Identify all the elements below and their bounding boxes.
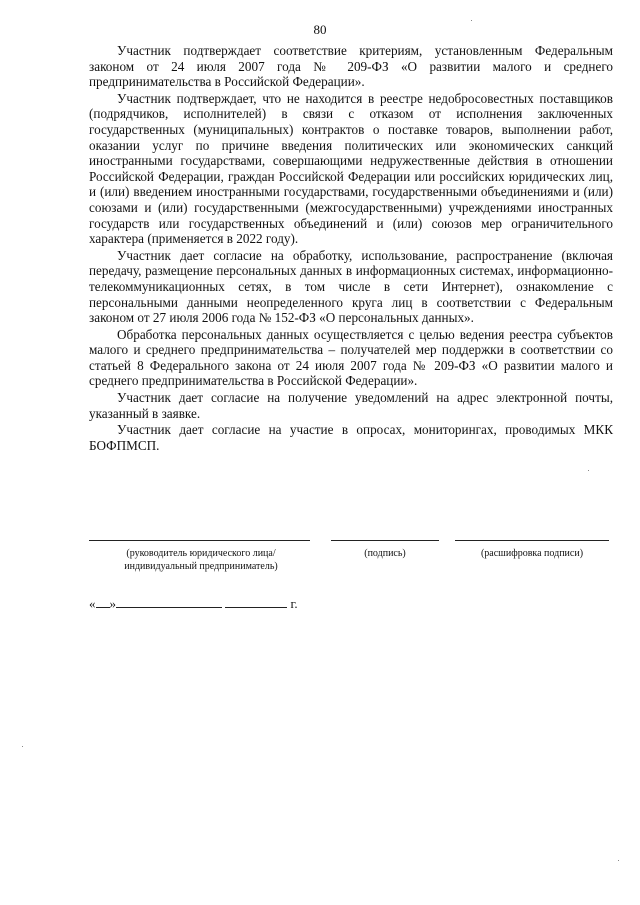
paragraph-personal-data-consent: Участник дает согласие на обработку, использование, распространение (включая передачу, размещение персональных данных в информационных системах, информационно-телекоммуникационных сетях, в том числе в сети Интернет), ознакомление с персональными данными неопределенного круга лиц в соответствии с Федеральным законом от 27 июля 2006 года № 152-ФЗ «О персональных данных». [89, 247, 613, 326]
scan-speck [22, 746, 23, 747]
role-signature-line [89, 540, 310, 541]
document-body [89, 43, 613, 454]
date-month-blank [116, 596, 222, 608]
date-year-blank [225, 596, 287, 608]
paragraph-registry-confirmation: Участник подтверждает, что не находится в реестре недобросовестных поставщиков (подрядчиков, исполнителей) в связи с отказом от исполнения заключенных государственных (муниципальных) контрактов о поставке товаров, выполнении работ, оказании услуг по причине введения политических или экономических санкций иностранными государствами, совершающими недружественные действия в отношении Российской Федерации, граждан Российской Федерации или российских юридических лиц, и (или) введением иностранными государствами, государственными объединениями и (или) союзами и (или) государственными (межгосударственными) учреждениями иностранных государств или государственных объединений и (или) союзов мер ограничительного характера (применяется в 2022 году). [89, 90, 613, 247]
signature-line [331, 540, 439, 541]
transcript-caption: (расшифровка подписи) [480, 548, 584, 559]
scan-speck [618, 860, 619, 861]
scan-speck [588, 470, 589, 471]
page-number: 80 [313, 22, 327, 37]
scan-speck [471, 20, 472, 21]
paragraph-data-processing-purpose: Обработка персональных данных осуществляется с целью ведения реестра субъектов малого и среднего предпринимательства – получателей мер поддержки в соответствии со статьей 8 Федерального закона от 24 июля 2007 года № 209-ФЗ «О развитии малого и среднего предпринимательства в Российской Федерации». [89, 326, 613, 389]
date-open-quote: « [89, 596, 96, 611]
paragraph-email-notification-consent: Участник дает согласие на получение уведомлений на адрес электронной почты, указанный в заявке. [89, 390, 613, 421]
paragraph-survey-consent: Участник дает согласие на участие в опросах, мониторингах, проводимых МКК БОФПМСП. [89, 422, 613, 453]
signature-caption: (подпись) [364, 548, 406, 559]
date-day-blank [96, 596, 110, 608]
transcript-line [455, 540, 609, 541]
date-year-suffix: г. [290, 596, 298, 611]
date-line [89, 596, 298, 612]
date-close-quote: » [109, 596, 116, 611]
paragraph-criteria-confirmation: Участник подтверждает соответствие критериям, установленным Федеральным законом от 24 июля 2007 года № 209-ФЗ «О развитии малого и среднего предпринимательства в Российской Федерации». [89, 43, 613, 90]
role-caption: (руководитель юридического лица/ индивидуальный предприниматель) [124, 548, 278, 572]
